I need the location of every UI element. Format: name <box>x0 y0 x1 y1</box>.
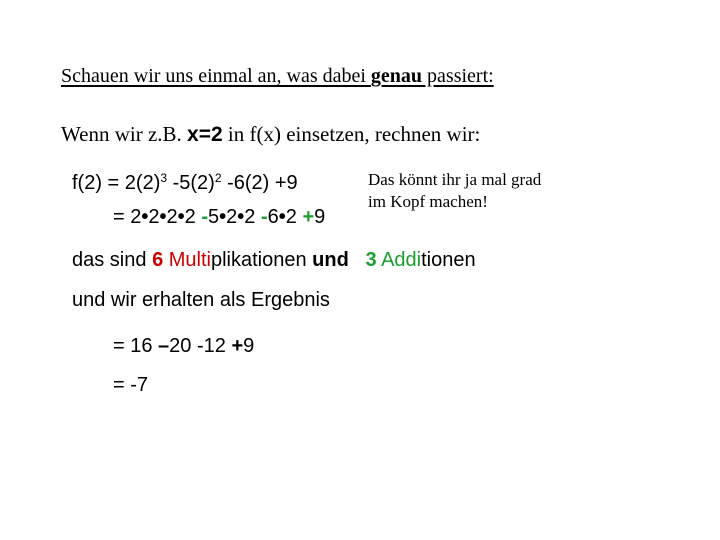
exponent-3: 3 <box>160 171 168 185</box>
mult-dot: • <box>278 206 286 228</box>
calc-minus: – <box>158 335 170 357</box>
expand-term: 9 <box>314 206 326 228</box>
intro-text-post: in f(x) einsetzen, rechnen wir: <box>222 122 481 146</box>
add-count: 3 <box>365 249 377 271</box>
add-word-rest: tionen <box>421 249 476 271</box>
heading-emphasis: genau <box>370 65 423 87</box>
expand-term: 6 <box>267 206 279 228</box>
calc-part-b: 20 -12 <box>169 335 232 357</box>
mult-count: 6 <box>152 249 164 271</box>
expand-term: 2 <box>226 206 238 228</box>
side-note <box>368 169 541 213</box>
heading-text-pre: Schauen wir uns einmal an, was dabei <box>61 65 371 87</box>
expand-term: 2 <box>184 206 202 228</box>
expand-term: 2 <box>148 206 160 228</box>
expand-term: 2 <box>285 206 303 228</box>
plus-sign: + <box>302 206 315 228</box>
formula-line-2 <box>113 207 325 227</box>
heading <box>61 66 494 86</box>
calc-plus: + <box>231 335 244 357</box>
intro-text-pre: Wenn wir z.B. <box>61 122 188 146</box>
mult-dot: • <box>159 206 167 228</box>
expand-term: 5 <box>208 206 220 228</box>
mult-word-rest: plikationen <box>210 249 313 271</box>
formula-part-3: -6(2) +9 <box>221 172 298 194</box>
exponent-2: 2 <box>214 171 222 185</box>
formula-line-1 <box>72 172 298 193</box>
side-note-line-1: Das könnt ihr ja mal grad <box>368 170 542 189</box>
and-word: und <box>312 249 349 271</box>
counts-gap <box>349 249 366 271</box>
intro-x-value: x=2 <box>187 123 223 146</box>
formula-part-1: f(2) = 2(2) <box>72 172 161 194</box>
intro-sentence <box>61 124 480 145</box>
minus-sign: - <box>260 206 268 228</box>
result-intro: und wir erhalten als Ergebnis <box>72 289 330 311</box>
mult-dot: • <box>219 206 227 228</box>
mult-dot: • <box>177 206 185 228</box>
calc-part-c: 9 <box>243 335 255 357</box>
formula-part-2: -5(2) <box>167 172 215 194</box>
side-note-line-2: im Kopf machen! <box>368 192 488 211</box>
counts-text-pre: das sind <box>72 249 153 271</box>
expand-term: = 2 <box>113 206 142 228</box>
operation-counts <box>72 250 476 270</box>
minus-sign: - <box>201 206 209 228</box>
expand-term: 2 <box>166 206 178 228</box>
calc-result: = -7 <box>113 374 149 396</box>
mult-word-highlight: Multi <box>163 249 211 271</box>
mult-dot: • <box>237 206 245 228</box>
add-word-highlight: Addi <box>376 249 422 271</box>
expand-term: 2 <box>244 206 261 228</box>
mult-dot: • <box>141 206 149 228</box>
heading-text-post: passiert: <box>422 65 494 87</box>
calc-part-a: = 16 <box>113 335 159 357</box>
calc-line-1 <box>113 336 254 356</box>
